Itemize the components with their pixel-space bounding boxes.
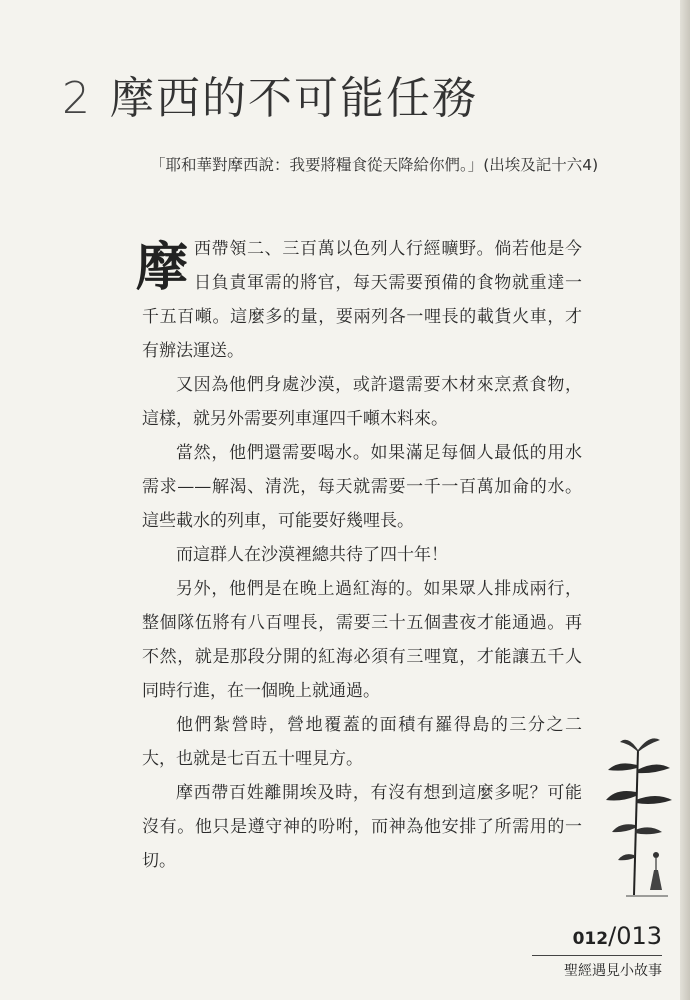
paragraph: 另外，他們是在晚上過紅海的。如果眾人排成兩行，整個隊伍將有八百哩長，需要三十五個晝夜才能通過。再不然，就是那段分開的紅海必須有三哩寬，才能讓五千人同時行進，在一個晚上就通過。 [142,579,582,701]
page-number-next: 013 [616,922,662,950]
paragraph: 他們紮營時，營地覆蓋的面積有羅得島的三分之二大，也就是七百五十哩見方。 [142,715,582,769]
epigraph-quote: 「耶和華對摩西說：我要將糧食從天降給你們。」(出埃及記十六4) [150,156,599,174]
paragraph: 摩西帶百姓離開埃及時，有沒有想到這麼多呢？可能沒有。他只是遵守神的吩咐，而神為他安排了所需用的一切。 [142,783,582,871]
footer-rule [532,955,662,956]
drop-cap: 摩 [136,237,189,298]
paragraph [136,232,582,368]
page-edge [680,0,690,1000]
page-numbers [573,922,662,950]
series-title: 聖經遇見小故事 [564,963,662,979]
page-separator: / [608,922,617,950]
chapter-title: 摩西的不可能任務 [110,73,478,124]
chapter-heading [62,62,478,126]
chapter-number: 2 [62,73,92,124]
plant-illustration [598,730,680,900]
paragraph: 當然，他們還需要喝水。如果滿足每個人最低的用水需求——解渴、清洗，每天就需要一千一百萬加侖的水。這些載水的列車，可能要好幾哩長。 [142,443,582,531]
paragraph: 而這群人在沙漠裡總共待了四十年！ [176,545,448,565]
body-text [136,232,582,878]
paragraph: 又因為他們身處沙漠，或許還需要木材來烹煮食物，這樣，就另外需要列車運四千噸木料來。 [142,375,582,429]
page-number-current: 012 [572,929,609,949]
paragraph-text: 西帶領二、三百萬以色列人行經曠野。倘若他是今日負責軍需的將官，每天需要預備的食物就重達一千五百噸。這麼多的量，要兩列各一哩長的載貨火車，才有辦法運送。 [142,239,582,361]
